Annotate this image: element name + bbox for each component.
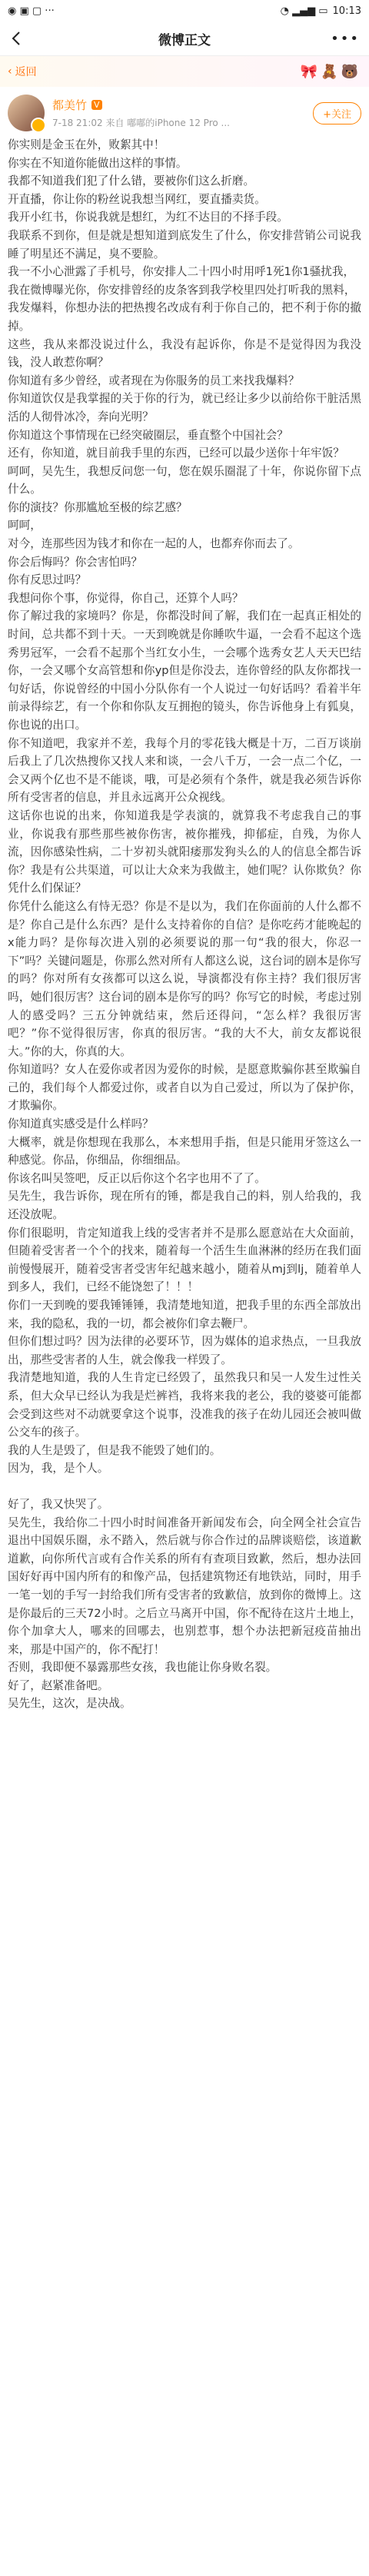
member-badge: V: [91, 100, 102, 110]
status-bar: [0, 0, 369, 22]
back-arrow-icon[interactable]: [8, 29, 26, 48]
post-paragraph: 我想问你个事，你觉得，你自己，还算个人吗？: [8, 591, 244, 605]
post-paragraph: 对今，连那些因为钱才和你在一起的人，也都弃你而去了。: [8, 537, 300, 551]
page-title: 微博正文: [158, 32, 211, 48]
post-paragraph: 你会后悔吗？你会害怕吗？: [8, 555, 143, 569]
post-paragraph: 吴先生，这次，是决战。: [8, 1697, 131, 1711]
post-paragraph: 你有反思过吗？: [8, 573, 87, 587]
post-paragraph: 吴先生，我给你二十四小时时间准备开新闻发布会，向全网全社会宣告退出中国娱乐圈，永不踏入，然后就与你合作过的品牌谈赔偿，该道歉道歉，向你所代言或有合作关系的所有有查项目致歉，然后，想办法回国好好再中国内所有的和像产品，包括建筑物还有地铁站，同时，用手一笔一划的手写一封给我们所有受害者的致歉信，放到你的微博上。这是你最后的三天72小时。之后立马离开中国，你不配待在这片土地上，你个加拿大人，哪来的回哪去，也别惹事，想个办法把新冠疫苗抽出来，那是中国产的，你不配打！: [8, 1515, 361, 1656]
status-time: 10:13: [332, 5, 361, 17]
post-paragraph: 你实则是金玉在外，败絮其中！: [8, 138, 165, 151]
post-paragraph: 因为，我，是个人。: [8, 1462, 109, 1476]
post-paragraph: 我一不小心泄露了手机号，你安排人二十四小时用呼1死1你1骚扰我，: [8, 265, 355, 279]
post-paragraph: 好了，赵紧准备吧。: [8, 1678, 109, 1692]
post-paragraph: 否则，我即便不暴露那些女孩，我也能让你身败名裂。: [8, 1661, 278, 1675]
post-paragraph: 还有，你知道，就目前我手里的东西，已经可以最少送你十年牢饭？: [8, 446, 344, 460]
post-paragraph: 这话你也说的出来，你知道我是学表演的，就算我不考虑我自己的事业，你说我有那些那些被你伤害，被你摧残，抑郁症，自残，为你人流，因你感染性病，二十岁初头就阳痿那发狗头么的人的信息全都告诉你？我是有公共渠道，可以让大众来为我做主，她们呢？认你欺负？你凭什么们保证？: [8, 808, 361, 895]
post-paragraph: 我的人生是毁了，但是我不能毁了她们的。: [8, 1443, 221, 1457]
post-paragraph: 大概率，就是你想现在我那么，本来想用手指，但是只能用牙签这么一种感觉。你品，你细品，你细细品。: [8, 1135, 361, 1167]
post-paragraph: 我开小红书，你说我就是想红，为红不达目的不择手段。: [8, 211, 288, 224]
username[interactable]: 都美竹: [52, 98, 88, 112]
post-content: [0, 136, 369, 1713]
post-paragraph: 开直播，你让你的粉丝说我想当网红，要直播卖货。: [8, 192, 266, 206]
post-meta: 7-18 21:02 来自 嘟嘟的iPhone 12 Pro ...: [52, 118, 230, 128]
post-paragraph: 吴先生，我告诉你，现在所有的锤，都是我自己的料，别人给我的，我还没放呢。: [8, 1190, 361, 1222]
post-paragraph: 你的演技？你那尴尬至极的综艺感？: [8, 500, 188, 514]
more-options-icon[interactable]: •••: [331, 31, 360, 47]
post-paragraph: 这些，我从来都没说过什么，我没有起诉你，你是不是觉得因为我没钱，没人敢惹你啊？: [8, 337, 361, 370]
post-paragraph: 但你们想过吗？因为法律的必要环节，因为媒体的追求热点，一旦我放出，那些受害者的人生，就会像我一样毁了。: [8, 1335, 361, 1366]
post-paragraph: 你了解过我的家境吗？你是，你都没时间了解，我们在一起真正相处的时间，总共都不到十天。一天到晚就是你睡吹牛逼，一会看不起这个选秀男冠军，一会看不起那个当红女小生，一会哪个选秀女艺人天天巴结你，一会又哪个女高管想和你yp但是你没去，连你曾经的队友你都找一句好话，你说曾经的中国小分队你有一个人说过一句好话吗？看着半年前录得综艺，有一个你和你队友互拥抱的镜头，你告诉他身上有狐臭，你也说的出口。: [8, 609, 361, 732]
verified-icon: [31, 118, 46, 133]
status-right-icons: ◔ ▂▄▆ ▭: [280, 5, 328, 17]
post-paragraph: 你知道吗？女人在爱你或者因为爱你的时候，是愿意欺骗你甚至欺骗自己的，我们每个人都爱过你，或者自以为自己爱过，所以为了保护你，才欺骗你。: [8, 1063, 361, 1113]
post-paragraph: 我发爆料，你想办法的把热搜名改成有利于你自己的，把不利于你的撤掉。: [8, 301, 361, 333]
post-paragraph: 你们很聪明，肯定知道我上线的受害者并不是那么愿意站在大众面前，但随着受害者一个个的找来，随着每一个活生生血淋淋的经历在我们面前慢慢展开，随着受害者受害年纪越来越小，随着从mj到lj，随着单人到多人，我们，已经不能饶恕了！！！: [8, 1226, 361, 1294]
post-paragraph: 你们一天到晚的要我锤锤锤，我清楚地知道，把我手里的东西全部放出来，我的隐私，我的一切，都会被你们拿去鞭尸。: [8, 1299, 361, 1330]
post-paragraph: 你凭什么能这么有恃无恐？你是不是以为，我们在你面前的人什么都不是？你自己是什么东西？是什么支持着你的自信？是你吃药才能晚起的x能力吗？是你每次进入别的必须要说的那一句“我的很大，你忍一下”吗？关键问题是，你那么然对所有人都这么说，这台词的剧本是你写的吗？你对所有女孩都可以这么说，导演都没有你主持？我们很厉害吗，她们很厉害？这台词的剧本是你写的吗？你写它的时候，考虑过别人的感受吗？三五分钟就结束，然后还得问，“怎么样？我很厉害吧？”你不觉得很厉害，你真的很厉害。“我的大不大，前女友都说很大。”你的大，你真的大。: [8, 899, 361, 1058]
post-paragraph: 你知道真实感受是什么样吗？: [8, 1117, 154, 1131]
post-paragraph: 我联系不到你，但是就是想知道到底发生了什么，你安排营销公司说我睡了明星还不满足，臭不要脸。: [8, 228, 361, 261]
promo-banner: [0, 56, 369, 87]
post-paragraph: 你知道饮仅是我掌握的关于你的行为，就已经让多少以前给你干脏活黑活的人彻骨冰冷，奔向光明？: [8, 392, 361, 423]
post-paragraph: [8, 1478, 361, 1495]
post-paragraph: 你不知道吧，我家并不差，我每个月的零花钱大概是十万，二百万谈崩后我上了几次热搜你又找人来和谈，一会八千万，一会一点二个亿，一会又两个亿也不是不能谈，哦，可是必须有个条件，就是我必须告诉你所有受害者的信息，并且永远离开公众视线。: [8, 736, 361, 805]
banner-illustration: 🎀🧸🐻: [300, 63, 361, 80]
post-paragraph: 呵呵，吴先生，我想反问您一句，您在娱乐圈混了十年，你说你留下点什么。: [8, 464, 361, 496]
chevron-left-icon: ‹: [8, 65, 12, 78]
follow-button[interactable]: +关注: [313, 102, 361, 124]
post-paragraph: 我清楚地知道，我的人生肯定已经毁了，虽然我只和吴一人发生过性关系，但大众早已经认为我是烂裤裆，我将来我的老公，我的婆婆可能都会受到这些对不动就要拿这个说事，没准我的孩子在幼儿园还会被叫做公交车的孩子。: [8, 1371, 361, 1439]
post-paragraph: 我在微博曝光你，你安排曾经的皮条客到我学校里四处打听我的黑料，: [8, 283, 356, 297]
post-author: [0, 87, 369, 136]
post-paragraph: 你该名叫吴签吧，反正以后你这个名字也用不了了。: [8, 1171, 266, 1185]
post-paragraph: 你知道有多少曾经，或者现在为你服务的员工来找我爆料？: [8, 373, 300, 387]
banner-back-label: 返回: [15, 66, 37, 78]
post-paragraph: 你知道这个事情现在已经突破圈层，垂直整个中国社会？: [8, 428, 288, 442]
post-paragraph: 你实在不知道你能做出这样的事情。: [8, 156, 188, 170]
post-paragraph: 我都不知道我们犯了什么错，要被你们这么折磨。: [8, 174, 255, 188]
avatar[interactable]: [8, 95, 45, 131]
status-left-icons: ◉ ▣ ▢ ···: [8, 5, 55, 17]
banner-back-link[interactable]: [8, 64, 37, 79]
post-paragraph: 好了，我又快哭了。: [8, 1497, 109, 1511]
title-bar: [0, 22, 369, 56]
post-paragraph: 呵呵，: [8, 519, 42, 533]
